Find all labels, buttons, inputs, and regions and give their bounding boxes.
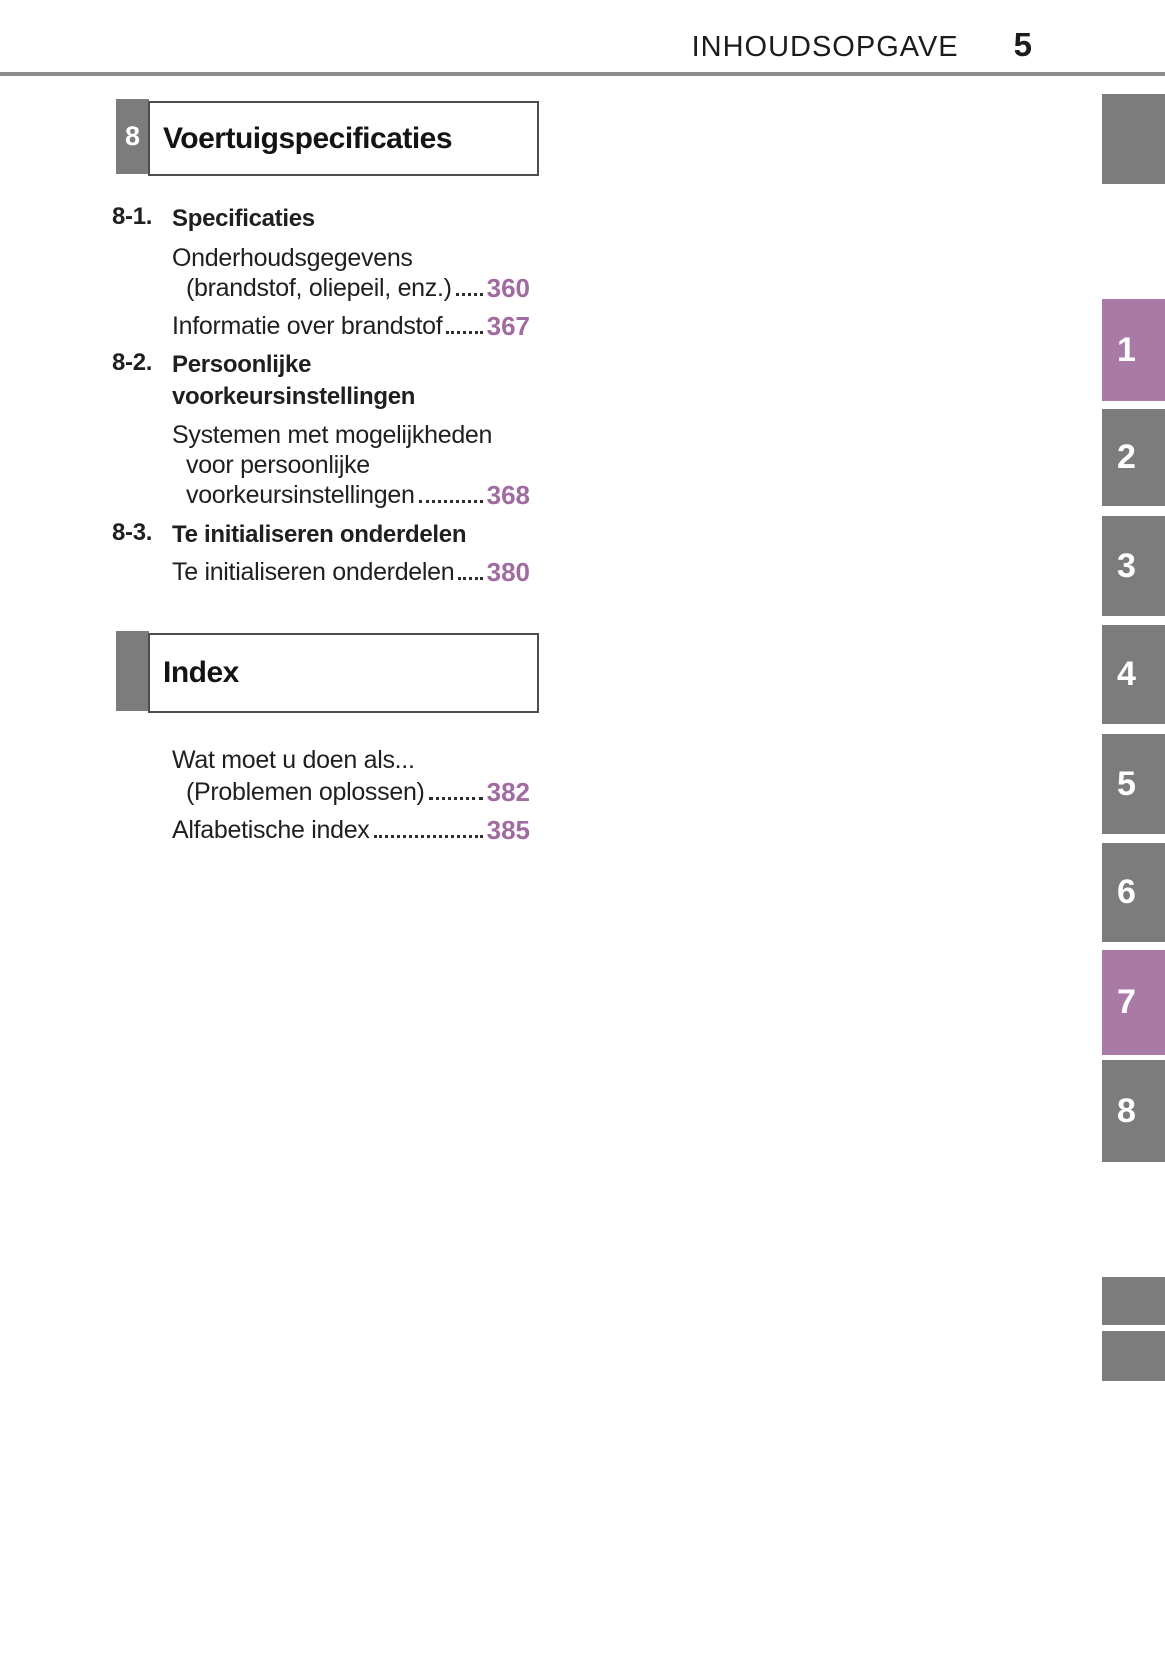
toc-entry-label: Informatie over brandstof bbox=[172, 312, 443, 340]
toc-entry-label: Alfabetische index bbox=[172, 816, 370, 844]
section-number: 8-2. bbox=[112, 349, 153, 376]
dotted-leader bbox=[429, 797, 483, 800]
toc-entry bbox=[172, 557, 530, 587]
corner-marker-top bbox=[1102, 94, 1165, 184]
page-number: 5 bbox=[1013, 26, 1032, 63]
toc-entry-line: Wat moet u doen als... bbox=[172, 746, 415, 774]
side-tab-label: 6 bbox=[1117, 873, 1136, 911]
toc-entry bbox=[186, 273, 530, 303]
index-title: Index bbox=[163, 656, 239, 689]
section-number: 8-1. bbox=[112, 203, 153, 230]
toc-entry bbox=[172, 311, 530, 341]
corner-marker-bottom-1 bbox=[1102, 1277, 1165, 1325]
chapter-8-tab bbox=[116, 99, 149, 174]
toc-entry bbox=[186, 777, 530, 807]
chapter-8-box bbox=[148, 101, 539, 176]
dotted-leader bbox=[458, 577, 482, 580]
toc-entry bbox=[172, 815, 530, 845]
dotted-leader bbox=[456, 293, 483, 296]
toc-entry-page: 382 bbox=[486, 777, 530, 807]
side-tab-label: 4 bbox=[1117, 655, 1136, 693]
toc-entry-line: Systemen met mogelijkheden bbox=[172, 421, 493, 449]
toc-entry-line: Onderhoudsgegevens bbox=[172, 244, 413, 272]
chapter-8-tab-number: 8 bbox=[124, 121, 141, 151]
side-tab-1 bbox=[1102, 299, 1165, 401]
corner-marker-bottom-2 bbox=[1102, 1331, 1165, 1381]
toc-entry-label: Te initialiseren onderdelen bbox=[172, 558, 455, 586]
section-title: Te initialiseren onderdelen bbox=[172, 521, 467, 548]
side-tab-label: 5 bbox=[1117, 764, 1136, 803]
dotted-leader bbox=[446, 331, 482, 334]
toc-entry-page: 368 bbox=[486, 480, 530, 510]
chapter-8-title: Voertuigspecificaties bbox=[163, 121, 453, 155]
toc-header-title: INHOUDSOPGAVE bbox=[691, 31, 959, 63]
toc-entry-page: 360 bbox=[486, 273, 530, 303]
toc-entry-label: (Problemen oplossen) bbox=[186, 778, 425, 806]
index-box-tab bbox=[116, 631, 149, 711]
section-title: Persoonlijke voorkeursinstellingen bbox=[172, 351, 416, 410]
toc-entry bbox=[186, 480, 530, 510]
dotted-leader bbox=[374, 835, 483, 838]
section-number: 8-3. bbox=[112, 519, 153, 546]
toc-entry-page: 380 bbox=[486, 557, 530, 587]
section-8-2-heading bbox=[112, 349, 472, 413]
side-tab-2 bbox=[1102, 409, 1165, 506]
side-tab-5 bbox=[1102, 734, 1165, 834]
page-header bbox=[692, 26, 1032, 64]
toc-entry-label: (brandstof, oliepeil, enz.) bbox=[186, 274, 452, 302]
side-tab-label: 8 bbox=[1117, 1091, 1136, 1130]
side-tab-label: 1 bbox=[1117, 330, 1136, 369]
toc-entry-page: 385 bbox=[486, 815, 530, 845]
side-tab-label: 2 bbox=[1117, 438, 1136, 476]
dotted-leader bbox=[419, 500, 483, 503]
section-8-3-heading bbox=[112, 519, 466, 551]
side-tab-label: 7 bbox=[1117, 983, 1136, 1021]
toc-entry-line: voor persoonlijke bbox=[186, 451, 370, 479]
toc-entry-label: voorkeursinstellingen bbox=[186, 481, 415, 509]
side-tab-label: 3 bbox=[1117, 546, 1136, 585]
header-rule-divider bbox=[0, 72, 1165, 76]
toc-entry-page: 367 bbox=[486, 311, 530, 341]
side-tab-3 bbox=[1102, 516, 1165, 616]
side-tab-8 bbox=[1102, 1060, 1165, 1162]
index-box bbox=[148, 633, 539, 713]
section-8-1-heading bbox=[112, 203, 315, 235]
section-title: Specificaties bbox=[172, 205, 315, 232]
side-tab-6 bbox=[1102, 843, 1165, 942]
side-tab-4 bbox=[1102, 625, 1165, 724]
side-tab-7 bbox=[1102, 950, 1165, 1055]
